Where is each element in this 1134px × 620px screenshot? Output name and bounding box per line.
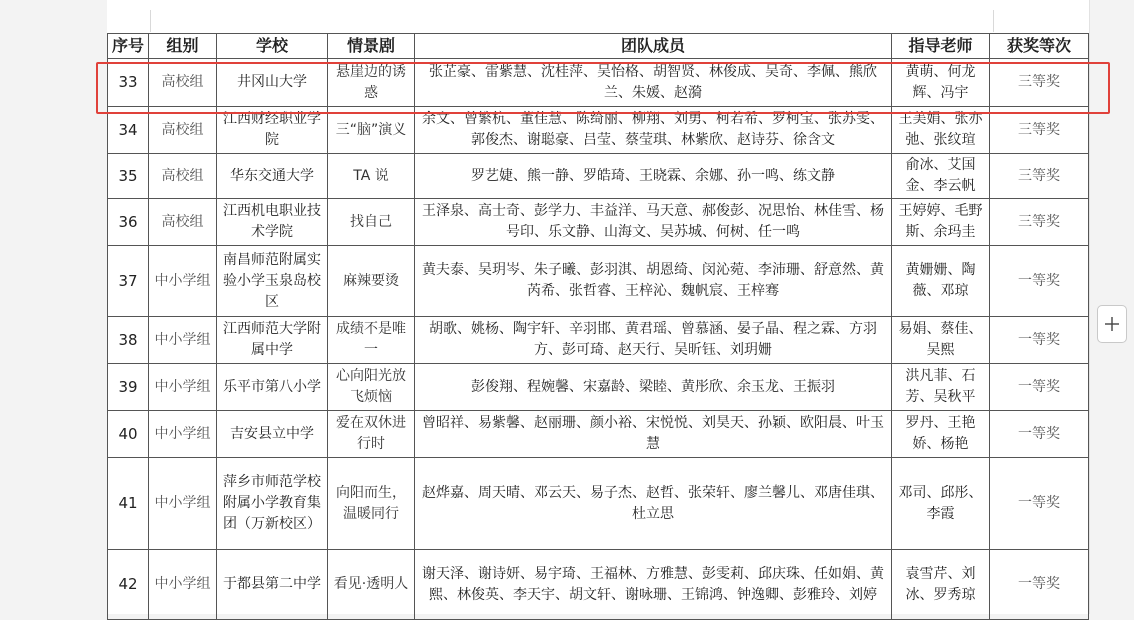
- cell-teachers: 邓司、邱彤、李霞: [892, 458, 990, 550]
- cell-teachers: 易娟、蔡佳、吴熙: [892, 317, 990, 364]
- cell-members: 王泽泉、高士奇、彭学力、丰益洋、马天意、郝俊彭、况思怡、林佳雪、杨号印、乐文静、山海文、吴苏城、何树、任一鸣: [415, 199, 892, 246]
- cell-play: 向阳而生，温暖同行: [328, 458, 415, 550]
- cell-group: 高校组: [149, 59, 217, 107]
- cell-award: 一等奖: [990, 317, 1089, 364]
- add-button[interactable]: [1097, 305, 1127, 343]
- cell-no: 36: [108, 199, 149, 246]
- cell-no: 39: [108, 364, 149, 411]
- page-margin-marker-right: [993, 10, 994, 32]
- cell-no: 37: [108, 246, 149, 317]
- cell-group: 中小学组: [149, 411, 217, 458]
- cell-play: 成绩不是唯一: [328, 317, 415, 364]
- header-teachers: 指导老师: [892, 34, 990, 59]
- cell-teachers: 王美娟、张亦弛、张纹瑄: [892, 107, 990, 154]
- cell-no: 35: [108, 154, 149, 199]
- cell-teachers: 洪凡菲、石芳、吴秋平: [892, 364, 990, 411]
- table-row: [108, 550, 1089, 620]
- header-school: 学校: [217, 34, 328, 59]
- cell-play: 悬崖边的诱惑: [328, 59, 415, 107]
- header-group: 组别: [149, 34, 217, 59]
- cell-teachers: 罗丹、王艳娇、杨艳: [892, 411, 990, 458]
- header-members: 团队成员: [415, 34, 892, 59]
- cell-school: 江西师范大学附属中学: [217, 317, 328, 364]
- cell-no: 33: [108, 59, 149, 107]
- cell-teachers: 王婷婷、毛野斯、余玛圭: [892, 199, 990, 246]
- cell-group: 高校组: [149, 199, 217, 246]
- cell-school: 江西财经职业学院: [217, 107, 328, 154]
- cell-group: 中小学组: [149, 364, 217, 411]
- table-row: [108, 246, 1089, 317]
- cell-teachers: 袁雪芹、刘冰、罗秀琼: [892, 550, 990, 620]
- cell-award: 三等奖: [990, 59, 1089, 107]
- table-row: [108, 411, 1089, 458]
- cell-award: 三等奖: [990, 107, 1089, 154]
- cell-school: 江西机电职业技术学院: [217, 199, 328, 246]
- cell-members: 余文、曾繁杭、董佳慧、陈绮丽、柳翔、刘勇、柯若希、罗柯宝、张苏雯、郭俊杰、谢聪豪、吕莹、蔡莹琪、林紫欣、赵诗芬、徐含文: [415, 107, 892, 154]
- cell-school: 井冈山大学: [217, 59, 328, 107]
- table-row: [108, 107, 1089, 154]
- cell-school: 吉安县立中学: [217, 411, 328, 458]
- cell-award: 一等奖: [990, 458, 1089, 550]
- cell-group: 高校组: [149, 154, 217, 199]
- cell-members: 曾昭祥、易紫馨、赵丽珊、颜小裕、宋悦悦、刘昊天、孙颖、欧阳晨、叶玉慧: [415, 411, 892, 458]
- cell-play: 三“脑”演义: [328, 107, 415, 154]
- header-no: 序号: [108, 34, 149, 59]
- cell-group: 中小学组: [149, 550, 217, 620]
- cell-members: 罗艺婕、熊一静、罗皓琦、王晓霖、余娜、孙一鸣、练文静: [415, 154, 892, 199]
- cell-group: 高校组: [149, 107, 217, 154]
- cell-members: 彭俊翔、程婉馨、宋嘉龄、梁睦、黄彤欣、余玉龙、王振羽: [415, 364, 892, 411]
- cell-school: 华东交通大学: [217, 154, 328, 199]
- cell-school: 萍乡市师范学校附属小学教育集团（万新校区）: [217, 458, 328, 550]
- cell-members: 赵烨嘉、周天晴、邓云天、易子杰、赵哲、张荣轩、廖兰馨儿、邓唐佳琪、杜立思: [415, 458, 892, 550]
- awards-table: [107, 33, 1089, 620]
- cell-award: 三等奖: [990, 154, 1089, 199]
- cell-play: 麻辣要烫: [328, 246, 415, 317]
- page-margin-marker-left: [150, 10, 151, 32]
- cell-award: 一等奖: [990, 364, 1089, 411]
- cell-no: 40: [108, 411, 149, 458]
- table-row: [108, 154, 1089, 199]
- table-row: [108, 59, 1089, 107]
- cell-no: 38: [108, 317, 149, 364]
- page-right-border: [1089, 0, 1090, 614]
- cell-award: 三等奖: [990, 199, 1089, 246]
- cell-play: 心向阳光放飞烦恼: [328, 364, 415, 411]
- table-row: [108, 364, 1089, 411]
- cell-play: 看见·透明人: [328, 550, 415, 620]
- cell-no: 41: [108, 458, 149, 550]
- header-play: 情景剧: [328, 34, 415, 59]
- cell-school: 于都县第二中学: [217, 550, 328, 620]
- cell-members: 黄夫泰、吴玥岑、朱子曦、彭羽淇、胡恩绮、闵沁菀、李沛珊、舒意然、黄芮希、张哲睿、王梓沁、魏帆宸、王梓骞: [415, 246, 892, 317]
- cell-play: 找自己: [328, 199, 415, 246]
- table-row: [108, 317, 1089, 364]
- cell-members: 胡歌、姚杨、陶宇轩、辛羽邯、黄君瑶、曾慕涵、晏子晶、程之霖、方羽方、彭可琦、赵天行、吴昕钰、刘玥姗: [415, 317, 892, 364]
- plus-icon: [1104, 316, 1120, 332]
- cell-award: 一等奖: [990, 411, 1089, 458]
- cell-no: 42: [108, 550, 149, 620]
- header-award: 获奖等次: [990, 34, 1089, 59]
- table-row: [108, 199, 1089, 246]
- cell-play: 爱在双休进行时: [328, 411, 415, 458]
- cell-teachers: 黄萌、何龙辉、冯宇: [892, 59, 990, 107]
- cell-award: 一等奖: [990, 246, 1089, 317]
- cell-group: 中小学组: [149, 458, 217, 550]
- cell-group: 中小学组: [149, 317, 217, 364]
- cell-school: 乐平市第八小学: [217, 364, 328, 411]
- table-header-row: [108, 34, 1089, 59]
- cell-teachers: 黄姗姗、陶薇、邓琼: [892, 246, 990, 317]
- table-row: [108, 458, 1089, 550]
- cell-award: 一等奖: [990, 550, 1089, 620]
- cell-school: 南昌师范附属实验小学玉泉岛校区: [217, 246, 328, 317]
- cell-members: 张芷豪、雷紫慧、沈桂萍、吴怡格、胡智贤、林俊成、吴奇、李佩、熊欣兰、朱媛、赵漪: [415, 59, 892, 107]
- cell-members: 谢天泽、谢诗妍、易宇琦、王福林、方雅慧、彭雯莉、邱庆珠、任如娟、黄熙、林俊英、李天宇、胡文轩、谢咏珊、王锦鸿、钟逸卿、彭雅玲、刘婷: [415, 550, 892, 620]
- cell-no: 34: [108, 107, 149, 154]
- cell-play: TA 说: [328, 154, 415, 199]
- cell-teachers: 俞冰、艾国金、李云帆: [892, 154, 990, 199]
- cell-group: 中小学组: [149, 246, 217, 317]
